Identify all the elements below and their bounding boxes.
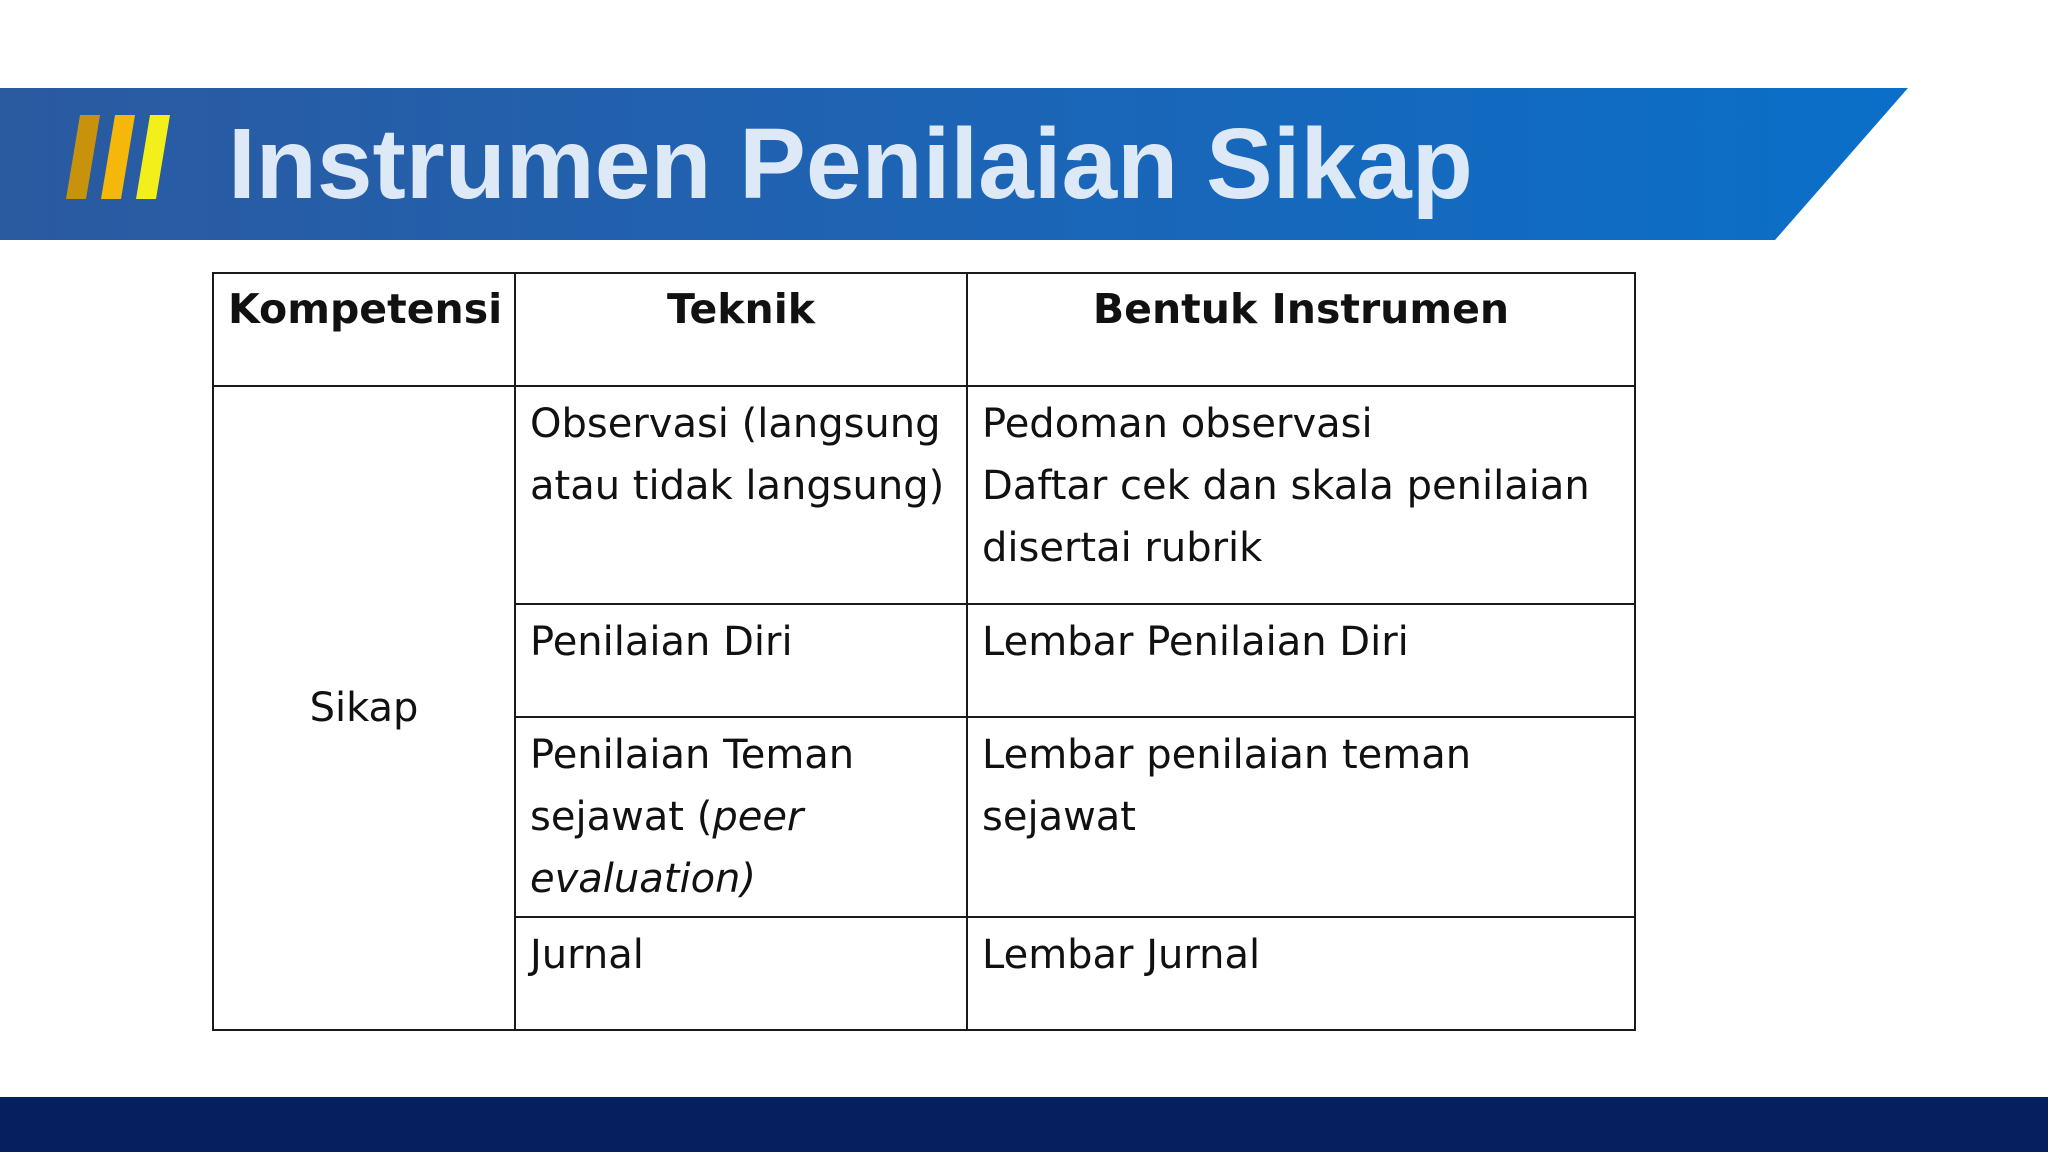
teknik-cell (515, 717, 967, 917)
bentuk-cell (967, 717, 1635, 917)
header-teknik: Teknik (515, 273, 967, 386)
cell-line: disertai rubrik (982, 525, 1263, 571)
cell-line: Observasi (langsung (530, 401, 941, 447)
competency-cell: Sikap (213, 386, 515, 1030)
table-row (213, 386, 1635, 604)
cell-line: Penilaian Diri (530, 619, 793, 665)
teknik-cell (515, 917, 967, 1030)
cell-line (530, 786, 952, 848)
cell-line: Lembar Penilaian Diri (982, 619, 1409, 665)
cell-text-italic: peer (712, 794, 804, 840)
stripe-2 (101, 115, 135, 199)
cell-line: Jurnal (530, 932, 644, 978)
assessment-instrument-table (212, 272, 1636, 1031)
teknik-cell (515, 604, 967, 717)
stripe-1 (66, 115, 100, 199)
header-kompetensi: Kompetensi (213, 273, 515, 386)
cell-line: Lembar Jurnal (982, 932, 1261, 978)
bentuk-cell (967, 604, 1635, 717)
footer-bar (0, 1097, 2048, 1152)
cell-line: Daftar cek dan skala penilaian (982, 463, 1590, 509)
cell-line: evaluation) (530, 856, 756, 902)
cell-line: atau tidak langsung) (530, 463, 945, 509)
bentuk-cell (967, 386, 1635, 604)
slash-stripes-icon (66, 115, 186, 199)
cell-line: Pedoman observasi (982, 401, 1373, 447)
teknik-cell (515, 386, 967, 604)
cell-text: sejawat ( (530, 794, 713, 840)
stripe-3 (136, 115, 170, 199)
table-header-row (213, 273, 1635, 386)
bentuk-cell (967, 917, 1635, 1030)
cell-line: sejawat (982, 794, 1136, 840)
header-bentuk-instrumen: Bentuk Instrumen (967, 273, 1635, 386)
slide-title: Instrumen Penilaian Sikap (228, 108, 1473, 220)
cell-line: Lembar penilaian teman (982, 732, 1472, 778)
cell-line: Penilaian Teman (530, 732, 855, 778)
